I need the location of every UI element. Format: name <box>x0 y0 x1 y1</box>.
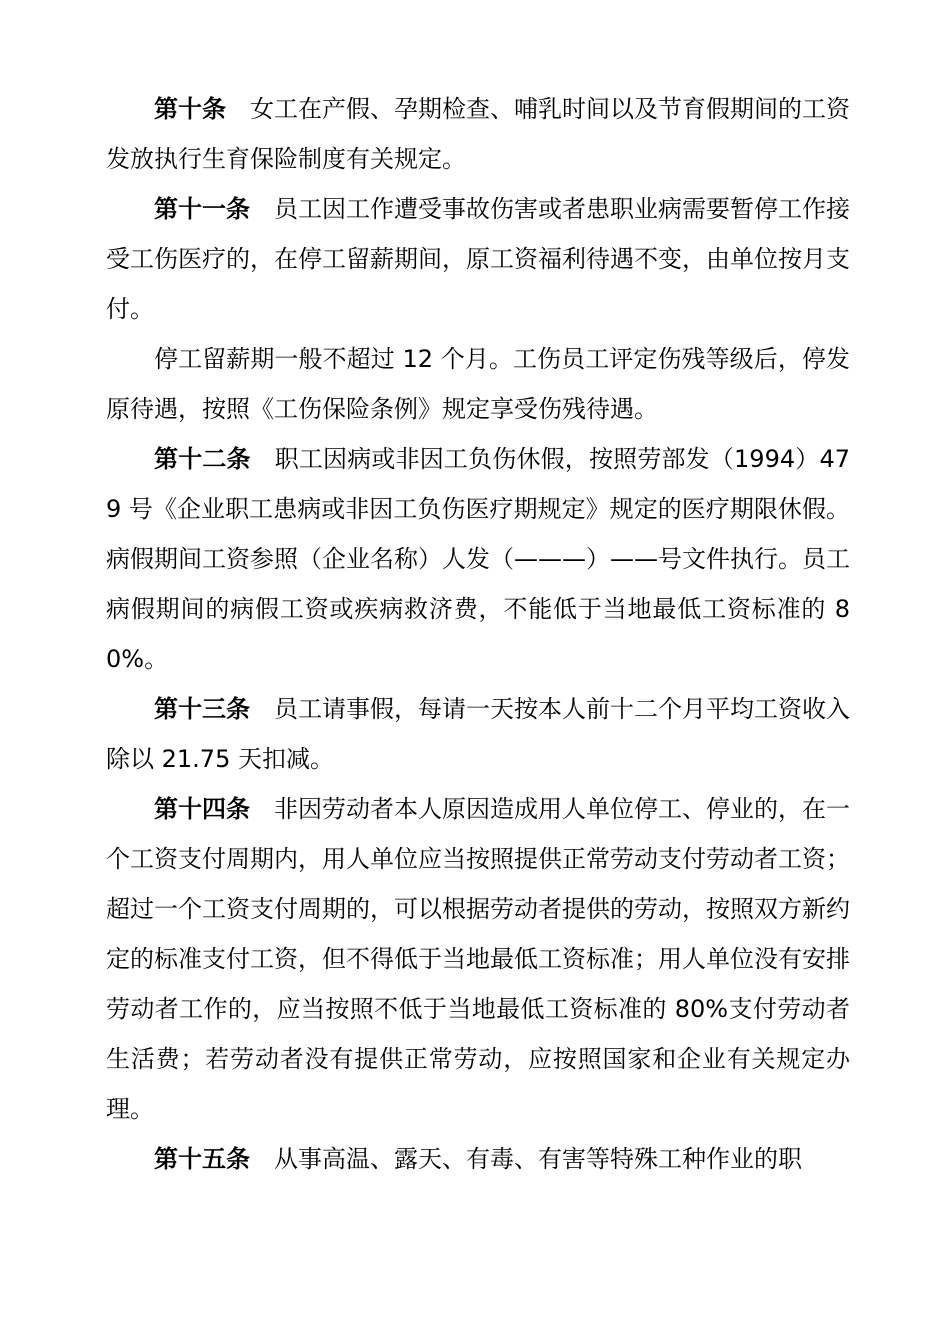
article-text: 职工因病或非因工负伤休假，按照劳部发（1994）479 号《企业职工患病或非因工负伤医疗期规定》规定的医疗期限休假。病假期间工资参照（企业名称）人发（———）——号文件执行。员工病假期间的病假工资或疾病救济费，不能低于当地最低工资标准的 80%。 <box>106 445 850 673</box>
article-11-continuation <box>106 334 850 434</box>
article-10 <box>106 84 850 184</box>
article-11 <box>106 184 850 334</box>
document-page <box>106 84 850 1184</box>
article-label: 第十三条 <box>154 695 250 723</box>
article-label: 第十四条 <box>154 795 250 823</box>
article-15 <box>106 1134 850 1184</box>
article-label: 第十二条 <box>154 445 251 473</box>
article-text: 停工留薪期一般不超过 12 个月。工伤员工评定伤残等级后，停发原待遇，按照《工伤保险条例》规定享受伤残待遇。 <box>106 345 850 423</box>
article-label: 第十五条 <box>154 1145 250 1173</box>
article-text: 非因劳动者本人原因造成用人单位停工、停业的，在一个工资支付周期内，用人单位应当按照提供正常劳动支付劳动者工资；超过一个工资支付周期的，可以根据劳动者提供的劳动，按照双方新约定的标准支付工资，但不得低于当地最低工资标准；用人单位没有安排劳动者工作的，应当按照不低于当地最低工资标准的 80%支付劳动者生活费；若劳动者没有提供正常劳动，应按照国家和企业有关规定办理。 <box>106 795 850 1123</box>
article-text: 女工在产假、孕期检查、哺乳时间以及节育假期间的工资发放执行生育保险制度有关规定。 <box>106 95 850 173</box>
article-12 <box>106 434 850 684</box>
article-text: 员工因工作遭受事故伤害或者患职业病需要暂停工作接受工伤医疗的，在停工留薪期间，原工资福利待遇不变，由单位按月支付。 <box>106 195 850 323</box>
article-text: 从事高温、露天、有毒、有害等特殊工种作业的职 <box>274 1145 802 1173</box>
article-label: 第十一条 <box>154 195 250 223</box>
article-14 <box>106 784 850 1134</box>
article-text: 员工请事假，每请一天按本人前十二个月平均工资收入除以 21.75 天扣减。 <box>106 695 850 773</box>
article-13 <box>106 684 850 784</box>
article-label: 第十条 <box>154 95 226 123</box>
